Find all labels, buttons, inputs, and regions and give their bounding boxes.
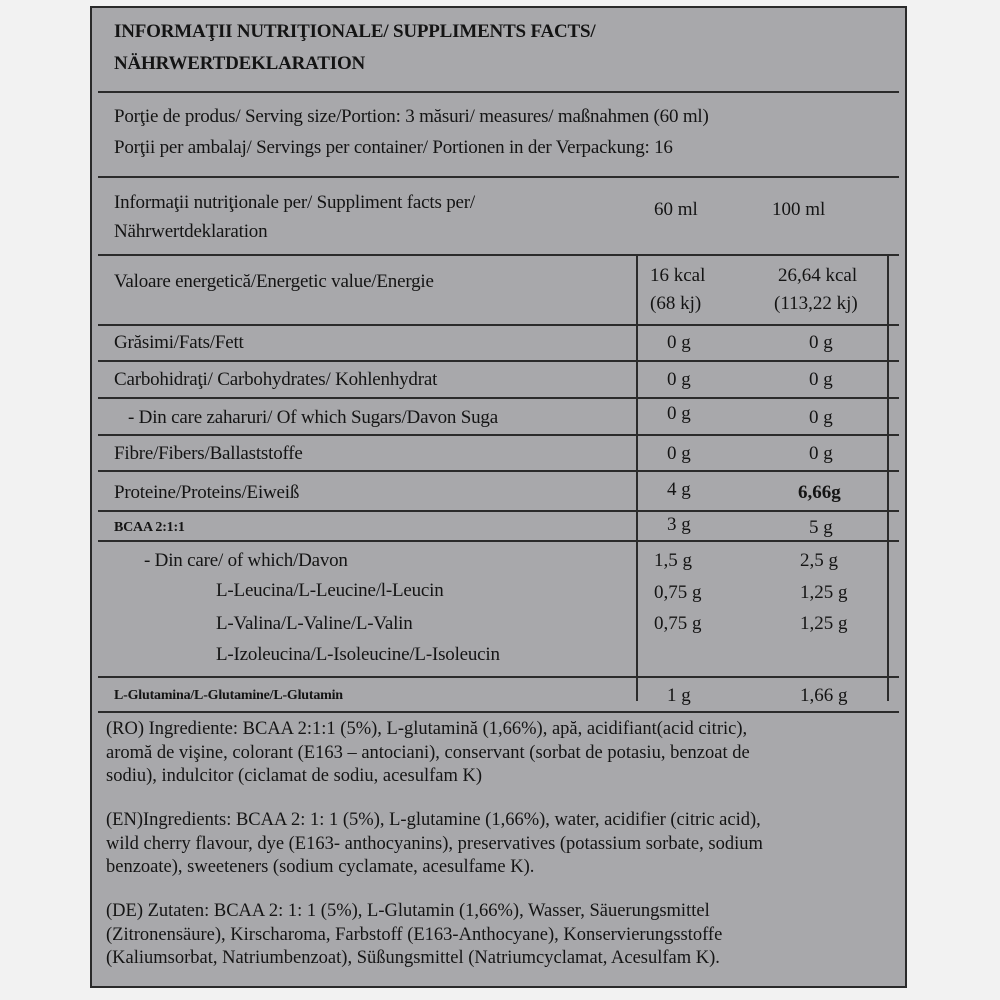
protein-100: 6,66g bbox=[798, 482, 841, 503]
protein-60: 4 g bbox=[667, 479, 691, 500]
sugars-label: - Din care zaharuri/ Of which Sugars/Davon Suga bbox=[128, 407, 498, 428]
column-header-60ml: 60 ml bbox=[654, 199, 698, 220]
fats-100: 0 g bbox=[809, 332, 833, 353]
ingredients-ro-line: sodiu), indulcitor (ciclamat de sodiu, acesulfam K) bbox=[106, 766, 483, 786]
divider bbox=[98, 91, 899, 93]
bcaa-of-which-60: 1,5 g bbox=[654, 550, 692, 571]
divider bbox=[98, 434, 899, 436]
facts-per-label: Informaţii nutriţionale per/ Suppliment facts per/ bbox=[114, 192, 475, 213]
valine-100: 1,25 g bbox=[800, 613, 848, 634]
divider bbox=[98, 360, 899, 362]
bcaa-100: 5 g bbox=[809, 517, 833, 538]
ingredients-ro-line: aromă de vişine, colorant (E163 – antociani), conservant (sorbat de potasiu, benzoat de bbox=[106, 742, 750, 763]
column-header-100ml: 100 ml bbox=[772, 199, 826, 220]
facts-per-label-de: Nährwertdeklaration bbox=[114, 221, 268, 242]
divider bbox=[98, 510, 899, 512]
fibre-label: Fibre/Fibers/Ballaststoffe bbox=[114, 443, 303, 464]
energy-kj-60: (68 kj) bbox=[650, 293, 702, 314]
energy-label: Valoare energetică/Energetic value/Energie bbox=[114, 271, 434, 292]
sugars-100: 0 g bbox=[809, 407, 833, 428]
divider bbox=[98, 397, 899, 399]
leucine-100: 1,25 g bbox=[800, 582, 848, 603]
isoleucine-label: L-Izoleucina/L-Isoleucine/L-Isoleucin bbox=[216, 644, 500, 665]
fats-label: Grăsimi/Fats/Fett bbox=[114, 332, 244, 353]
carbs-100: 0 g bbox=[809, 369, 833, 390]
nutrition-label bbox=[90, 6, 907, 988]
column-divider bbox=[887, 256, 889, 701]
ingredients-de bbox=[106, 900, 896, 971]
serving-size: Porţie de produs/ Serving size/Portion: 3 măsuri/ measures/ maßnahmen (60 ml) bbox=[114, 106, 709, 127]
ingredients-en bbox=[106, 809, 896, 880]
divider bbox=[98, 470, 899, 472]
carbs-60: 0 g bbox=[667, 369, 691, 390]
ingredients-en-line: (EN)Ingredients: BCAA 2: 1: 1 (5%), L-glutamine (1,66%), water, acidifier (citric acid), bbox=[106, 810, 761, 830]
sugars-60: 0 g bbox=[667, 403, 691, 424]
bcaa-label: BCAA 2:1:1 bbox=[114, 520, 185, 535]
fibre-60: 0 g bbox=[667, 443, 691, 464]
servings-per-container: Porţii per ambalaj/ Servings per container/ Portionen in der Verpackung: 16 bbox=[114, 137, 673, 158]
fats-60: 0 g bbox=[667, 332, 691, 353]
ingredients-de-line: (Kaliumsorbat, Natriumbenzoat), Süßungsmittel (Natriumcyclamat, Acesulfam K). bbox=[106, 948, 720, 968]
carbs-label: Carbohidraţi/ Carbohydrates/ Kohlenhydrat bbox=[114, 369, 438, 390]
valine-label: L-Valina/L-Valine/L-Valin bbox=[216, 613, 413, 634]
fibre-100: 0 g bbox=[809, 443, 833, 464]
valine-60: 0,75 g bbox=[654, 613, 702, 634]
leucine-label: L-Leucina/L-Leucine/l-Leucin bbox=[216, 580, 444, 601]
ingredients-de-line: (DE) Zutaten: BCAA 2: 1: 1 (5%), L-Glutamin (1,66%), Wasser, Säuerungsmittel bbox=[106, 901, 710, 921]
ingredients-de-line: (Zitronensäure), Kirscharoma, Farbstoff (E163-Anthocyane), Konservierungsstoffe bbox=[106, 924, 723, 945]
divider bbox=[98, 711, 899, 713]
divider bbox=[98, 176, 899, 178]
column-divider bbox=[636, 256, 638, 701]
glutamine-60: 1 g bbox=[667, 685, 691, 706]
divider bbox=[98, 324, 899, 326]
label-title-line1: INFORMAŢII NUTRIŢIONALE/ SUPPLIMENTS FACTS/ bbox=[114, 21, 596, 42]
divider bbox=[98, 540, 899, 542]
divider bbox=[98, 676, 899, 678]
ingredients-ro bbox=[106, 718, 896, 789]
bcaa-of-which-100: 2,5 g bbox=[800, 550, 838, 571]
divider bbox=[98, 254, 899, 256]
energy-kj-100: (113,22 kj) bbox=[774, 293, 858, 314]
ingredients-en-line: benzoate), sweeteners (sodium cyclamate, acesulfame K). bbox=[106, 857, 535, 877]
glutamine-100: 1,66 g bbox=[800, 685, 848, 706]
bcaa-of-which-label: - Din care/ of which/Davon bbox=[144, 550, 348, 571]
ingredients-ro-line: (RO) Ingrediente: BCAA 2:1:1 (5%), L-glutamină (1,66%), apă, acidifiant(acid citric), bbox=[106, 719, 748, 739]
energy-kcal-100: 26,64 kcal bbox=[778, 265, 858, 286]
energy-kcal-60: 16 kcal bbox=[650, 265, 706, 286]
leucine-60: 0,75 g bbox=[654, 582, 702, 603]
glutamine-label: L-Glutamina/L-Glutamine/L-Glutamin bbox=[114, 688, 343, 703]
bcaa-60: 3 g bbox=[667, 514, 691, 535]
ingredients-en-line: wild cherry flavour, dye (E163- anthocyanins), preservatives (potassium sorbate, sodium bbox=[106, 833, 763, 854]
label-title-line2: NÄHRWERTDEKLARATION bbox=[114, 53, 366, 74]
protein-label: Proteine/Proteins/Eiweiß bbox=[114, 482, 300, 503]
